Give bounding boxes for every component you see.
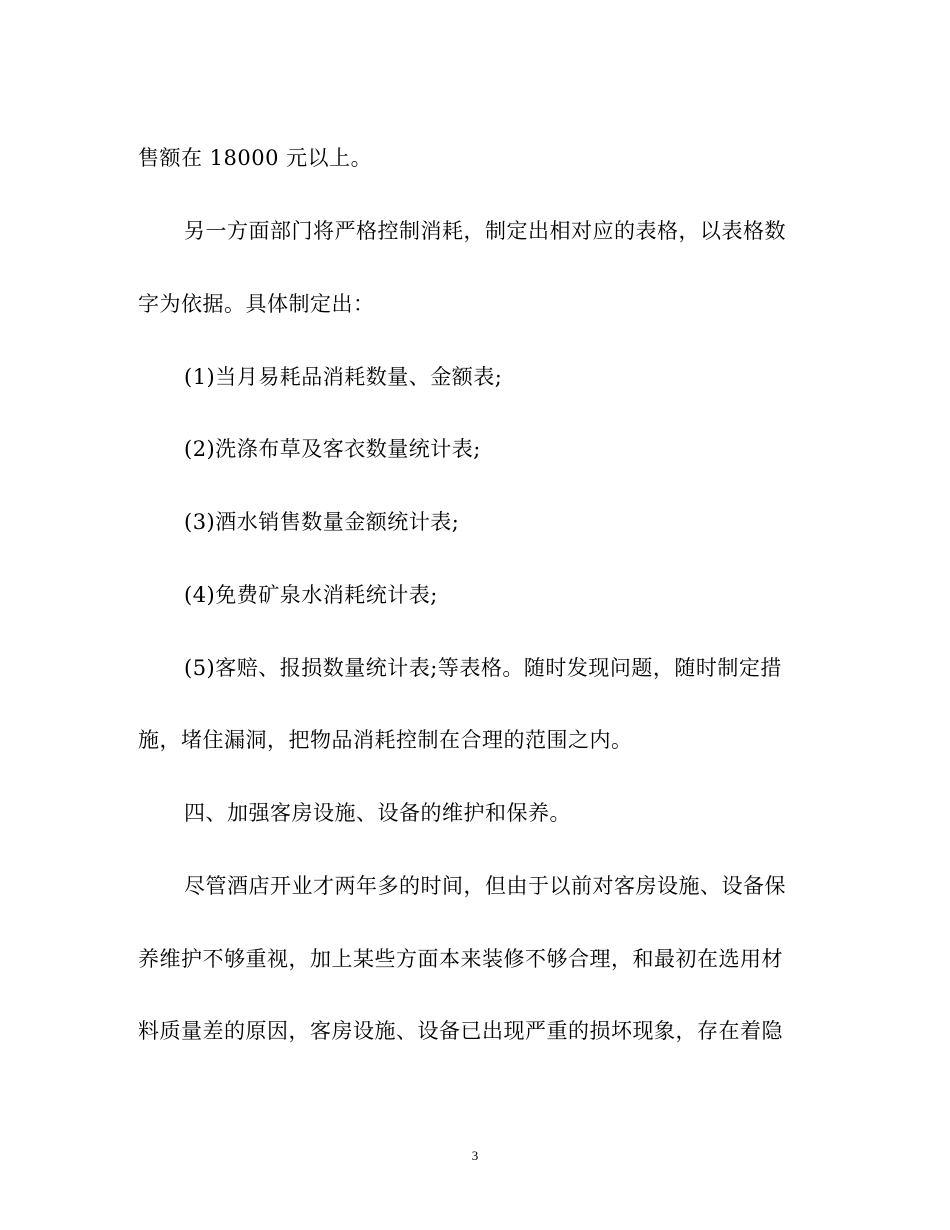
text-line: 养维护不够重视，加上某些方面本来装修不够合理，和最初在选用材: [138, 947, 783, 971]
list-item: (4)免费矿泉水消耗统计表;: [184, 583, 438, 607]
section-heading: 四、加强客房设施、设备的维护和保养。: [184, 801, 571, 825]
paragraph-line: 另一方面部门将严格控制消耗，制定出相对应的表格，以表格数: [184, 219, 786, 243]
text-line: 施，堵住漏洞，把物品消耗控制在合理的范围之内。: [138, 728, 633, 752]
text-line: 售额在 18000 元以上。: [138, 146, 373, 170]
list-item: (2)洗涤布草及客衣数量统计表;: [184, 437, 481, 461]
paragraph-line: 尽管酒店开业才两年多的时间，但由于以前对客房设施、设备保: [184, 874, 786, 898]
text-line: 字为依据。具体制定出：: [138, 292, 375, 316]
text-line: 料质量差的原因，客房设施、设备已出现严重的损坏现象，存在着隐: [138, 1019, 783, 1043]
page-number: 3: [471, 1148, 479, 1163]
list-item: (5)客赔、报损数量统计表;等表格。随时发现问题，随时制定措: [184, 656, 782, 680]
list-item: (3)酒水销售数量金额统计表;: [184, 510, 460, 534]
list-item: (1)当月易耗品消耗数量、金额表;: [184, 365, 503, 389]
